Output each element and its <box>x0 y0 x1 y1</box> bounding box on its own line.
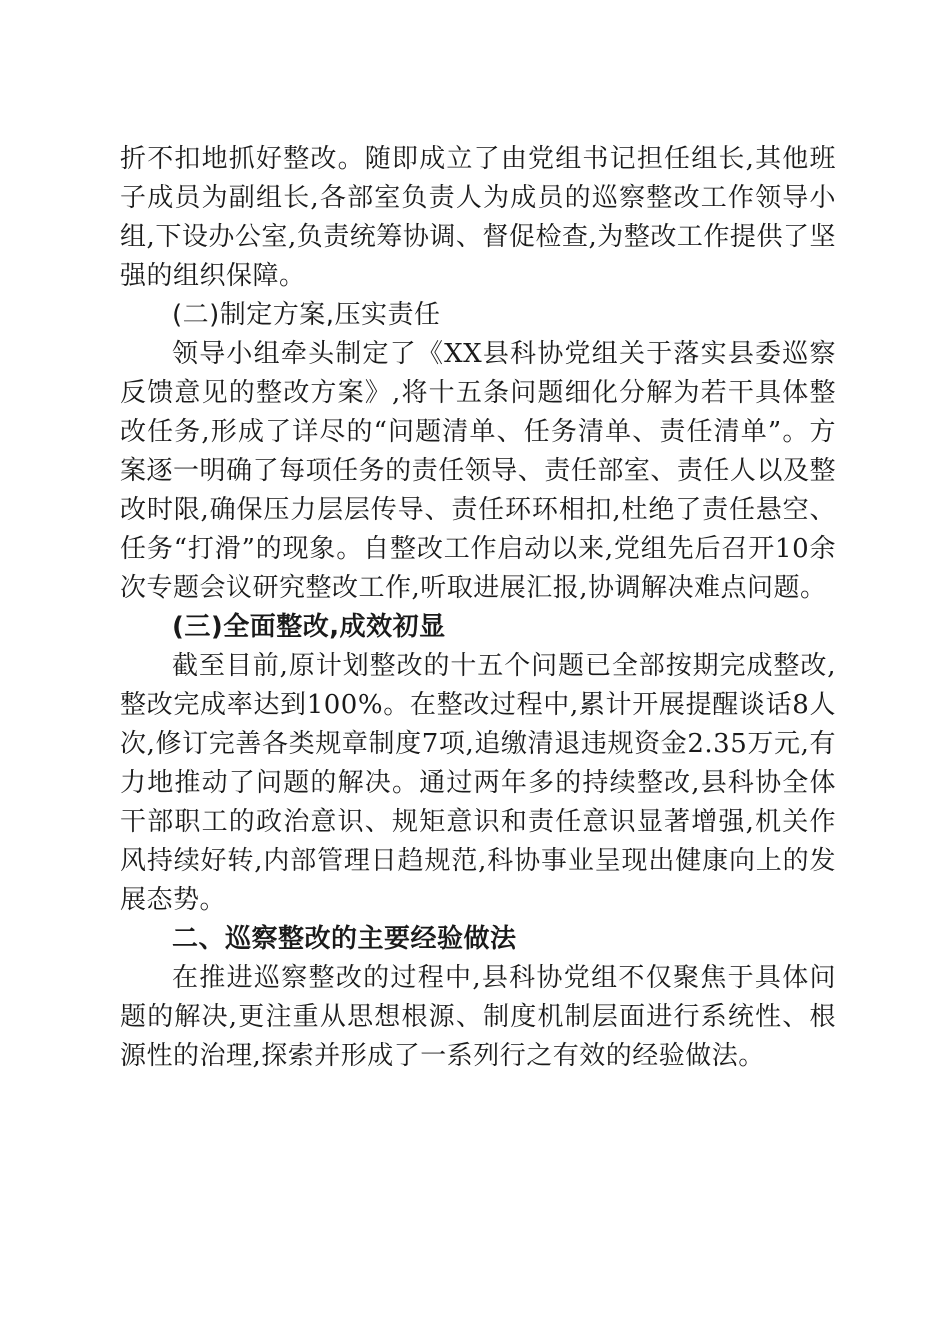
paragraph-2: 领导小组牵头制定了《XX县科协党组关于落实县委巡察反馈意见的整改方案》,将十五条问题细化分解为若干具体整改任务,形成了详尽的“问题清单、任务清单、责任清单”。方案逐一明确了每项任务的责任领导、责任部室、责任人以及整改时限,确保压力层层传导、责任环环相扣,杜绝了责任悬空、任务“打滑”的现象。自整改工作启动以来,党组先后召开10余次专题会议研究整改工作,听取进展汇报,协调解决难点问题。 <box>120 339 836 603</box>
paragraph-3: 截至目前,原计划整改的十五个问题已全部按期完成整改,整改完成率达到100%。在整改过程中,累计开展提醒谈话8人次,修订完善各类规章制度7项,追缴清退违规资金2.35万元,有力地推动了问题的解决。通过两年多的持续整改,县科协全体干部职工的政治意识、规矩意识和责任意识显著增强,机关作风持续好转,内部管理日趋规范,科协事业呈现出健康向上的发展态势。 <box>120 651 836 915</box>
paragraph-4: 在推进巡察整改的过程中,县科协党组不仅聚焦于具体问题的解决,更注重从思想根源、制度机制层面进行系统性、根源性的治理,探索并形成了一系列行之有效的经验做法。 <box>120 963 836 1071</box>
document-body <box>120 140 836 1076</box>
subheading-3: (三)全面整改,成效初显 <box>172 612 446 642</box>
subheading-2: (二)制定方案,压实责任 <box>172 300 441 330</box>
paragraph-continued: 折不扣地抓好整改。随即成立了由党组书记担任组长,其他班子成员为副组长,各部室负责人为成员的巡察整改工作领导小组,下设办公室,负责统筹协调、督促检查,为整改工作提供了坚强的组织保障。 <box>120 144 836 291</box>
section-heading-2: 二、巡察整改的主要经验做法 <box>172 924 517 954</box>
